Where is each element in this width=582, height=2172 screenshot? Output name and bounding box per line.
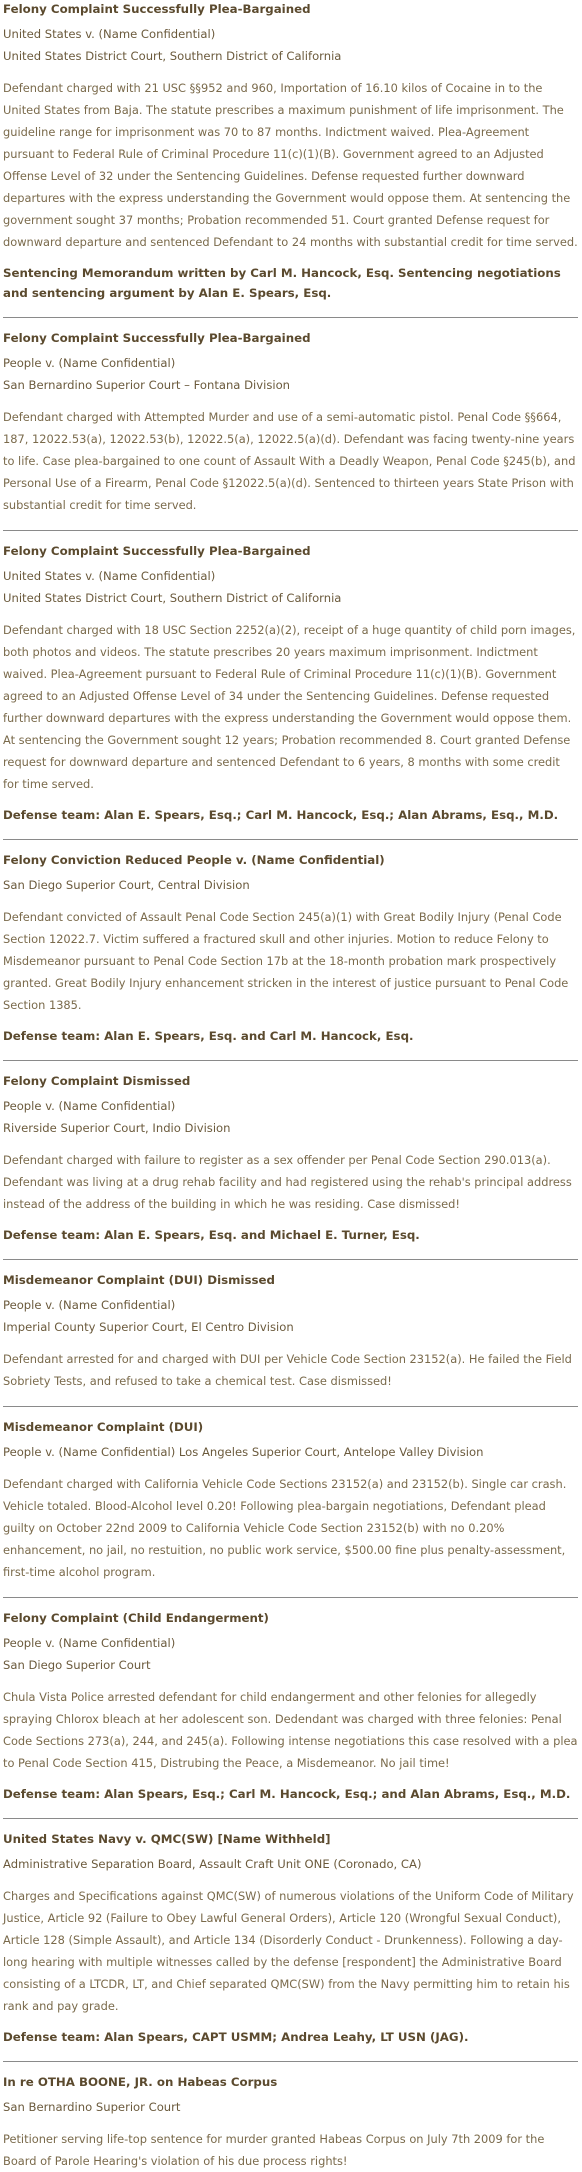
case-court: Administrative Separation Board, Assault Craft Unit ONE (Coronado, CA) bbox=[3, 1857, 422, 1871]
case-court: Imperial County Superior Court, El Centro Division bbox=[3, 1320, 294, 1334]
case-entry bbox=[3, 317, 578, 516]
case-court: San Diego Superior Court bbox=[3, 1658, 151, 1672]
case-team: Defense team: Alan E. Spears, Esq.; Carl M. Hancock, Esq.; Alan Abrams, Esq., M.D. bbox=[3, 808, 559, 822]
case-party: People v. (Name Confidential) bbox=[3, 1298, 176, 1312]
case-entry bbox=[3, 1597, 578, 1804]
case-title: Misdemeanor Complaint (DUI) Dismissed bbox=[3, 1273, 275, 1287]
case-description: Petitioner serving life-top sentence for murder granted Habeas Corpus on July 7th 2009 for the Board of Parole Hearing's violation of his due process rights! bbox=[3, 2132, 545, 2168]
case-team: Sentencing Memorandum written by Carl M. Hancock, Esq. Sentencing negotiations and sentencing argument by Alan E. Spears, Esq. bbox=[3, 266, 561, 300]
case-description: Defendant charged with Attempted Murder and use of a semi-automatic pistol. Penal Code §§664, 187, 12022.53(a), 12022.53(b), 12022.5(a), 12022.5(a)(d). Defendant was facing twenty-nine years to life. Case plea-bargained to one count of Assault With a Deadly Weapon, Penal Code §245(b), and Personal Use of a Firearm, Penal Code §12022.5(a)(d). Sentenced to thirteen years State Prison with substantial credit for time served. bbox=[3, 410, 576, 512]
case-title: In re OTHA BOONE, JR. on Habeas Corpus bbox=[3, 2075, 278, 2089]
case-court: San Diego Superior Court, Central Division bbox=[3, 878, 250, 892]
case-court: United States District Court, Southern District of California bbox=[3, 591, 342, 605]
case-description: Defendant charged with 21 USC §§952 and 960, Importation of 16.10 kilos of Cocaine in to the United States from Baja. The statute prescribes a maximum punishment of life imprisonment. The guideline range for imprisonment was 70 to 87 months. Indictment waived. Plea-Agreement pursuant to Federal Rule of Criminal Procedure 11(c)(1)(B). Government agreed to an Adjusted Offense Level of 32 under the Sentencing Guidelines. Defense requested further downward departures with the express understanding the Government would oppose them. At sentencing the government sought 37 months; Probation recommended 51. Court granted Defense request for downward departure and sentenced Defendant to 24 months with substantial credit for time served. bbox=[3, 81, 578, 249]
case-title: Felony Conviction Reduced People v. (Name Confidential) bbox=[3, 853, 385, 867]
case-court: Riverside Superior Court, Indio Division bbox=[3, 1121, 231, 1135]
case-entry bbox=[3, 1060, 578, 1245]
case-team: Defense team: Alan Spears, CAPT USMM; Andrea Leahy, LT USN (JAG). bbox=[3, 2030, 469, 2044]
case-party: People v. (Name Confidential) bbox=[3, 1636, 176, 1650]
case-entry bbox=[3, 530, 578, 825]
case-team: Defense team: Alan E. Spears, Esq. and Carl M. Hancock, Esq. bbox=[3, 1029, 414, 1043]
case-entry bbox=[3, 1818, 578, 2047]
case-party: United States v. (Name Confidential) bbox=[3, 27, 216, 41]
case-description: Defendant charged with California Vehicle Code Sections 23152(a) and 23152(b). Single car crash. Vehicle totaled. Blood-Alcohol level 0.20! Following plea-bargain negotiations, Defendant plead guilty on October 22nd 2009 to California Vehicle Code Section 23152(b) with no 0.20% enhancement, no jail, no restuition, no public work service, $500.00 fine plus penalty-assessment, first-time alcohol program. bbox=[3, 1477, 567, 1579]
case-title: Felony Complaint Dismissed bbox=[3, 1074, 191, 1088]
case-court: San Bernardino Superior Court bbox=[3, 2100, 181, 2114]
case-description: Defendant convicted of Assault Penal Code Section 245(a)(1) with Great Bodily Injury (Penal Code Section 12022.7. Victim suffered a fractured skull and other injuries. Motion to reduce Felony to Misdemeanor pursuant to Penal Code Section 17b at the 18-month probation mark prospectively granted. Great Bodily Injury enhancement stricken in the interest of justice pursuant to Penal Code Section 1385. bbox=[3, 910, 569, 1012]
case-team: Defense team: Alan Spears, Esq.; Carl M. Hancock, Esq.; and Alan Abrams, Esq., M.D. bbox=[3, 1787, 571, 1801]
case-party: United States v. (Name Confidential) bbox=[3, 569, 216, 583]
case-entry bbox=[3, 2061, 578, 2172]
case-entry bbox=[3, 0, 578, 303]
case-description: Chula Vista Police arrested defendant for child endangerment and other felonies for allegedly spraying Chlorox bleach at her adolescent son. Dedendant was charged with three felonies: Penal Code Sections 273(a), 244, and 245(a). Following intense negotiations this case resolved with a plea to Penal Code Section 415, Distrubing the Peace, a Misdemeanor. No jail time! bbox=[3, 1690, 578, 1770]
case-description: Charges and Specifications against QMC(SW) of numerous violations of the Uniform Code of Military Justice, Article 92 (Failure to Obey Lawful General Orders), Article 120 (Wrongful Sexual Conduct), Article 128 (Simple Assault), and Article 134 (Disorderly Conduct - Drunkenness). Following a day-long hearing with multiple witnesses called by the defense [respondent] the Administrative Board consisting of a LTCDR, LT, and Chief separated QMC(SW) from the Navy permitting him to retain his rank and pay grade. bbox=[3, 1889, 574, 2013]
case-court: San Bernardino Superior Court – Fontana Division bbox=[3, 378, 291, 392]
case-title: Felony Complaint Successfully Plea-Bargained bbox=[3, 544, 311, 558]
case-party: People v. (Name Confidential) bbox=[3, 356, 176, 370]
case-title: Misdemeanor Complaint (DUI) bbox=[3, 1420, 204, 1434]
case-entry bbox=[3, 839, 578, 1046]
case-party-court: People v. (Name Confidential) Los Angeles Superior Court, Antelope Valley Division bbox=[3, 1445, 484, 1459]
case-title: Felony Complaint Successfully Plea-Bargained bbox=[3, 2, 311, 16]
case-description: Defendant charged with failure to register as a sex offender per Penal Code Section 290.013(a). Defendant was living at a drug rehab facility and had registered using the rehab's principal address instead of the address of the building in which he was residing. Case dismissed! bbox=[3, 1153, 572, 1211]
case-court: United States District Court, Southern District of California bbox=[3, 49, 342, 63]
case-team: Defense team: Alan E. Spears, Esq. and Michael E. Turner, Esq. bbox=[3, 1228, 420, 1242]
case-title: Felony Complaint (Child Endangerment) bbox=[3, 1611, 269, 1625]
case-party: People v. (Name Confidential) bbox=[3, 1099, 176, 1113]
case-entry bbox=[3, 1259, 578, 1392]
case-title: United States Navy v. QMC(SW) [Name Withheld] bbox=[3, 1832, 331, 1846]
case-description: Defendant charged with 18 USC Section 2252(a)(2), receipt of a huge quantity of child porn images, both photos and videos. The statute prescribes 20 years maximum imprisonment. Indictment waived. Plea-Agreement pursuant to Federal Rule of Criminal Procedure 11(c)(1)(B). Government agreed to an Adjusted Offense Level of 34 under the Sentencing Guidelines. Defense requested further downward departures with the express understanding the Government would oppose them. At sentencing the Government sought 12 years; Probation recommended 8. Court granted Defense request for downward departure and sentenced Defendant to 6 years, 8 months with some credit for time served. bbox=[3, 623, 576, 791]
case-entry bbox=[3, 1406, 578, 1583]
case-description: Defendant arrested for and charged with DUI per Vehicle Code Section 23152(a). He failed the Field Sobriety Tests, and refused to take a chemical test. Case dismissed! bbox=[3, 1352, 572, 1388]
case-title: Felony Complaint Successfully Plea-Bargained bbox=[3, 331, 311, 345]
